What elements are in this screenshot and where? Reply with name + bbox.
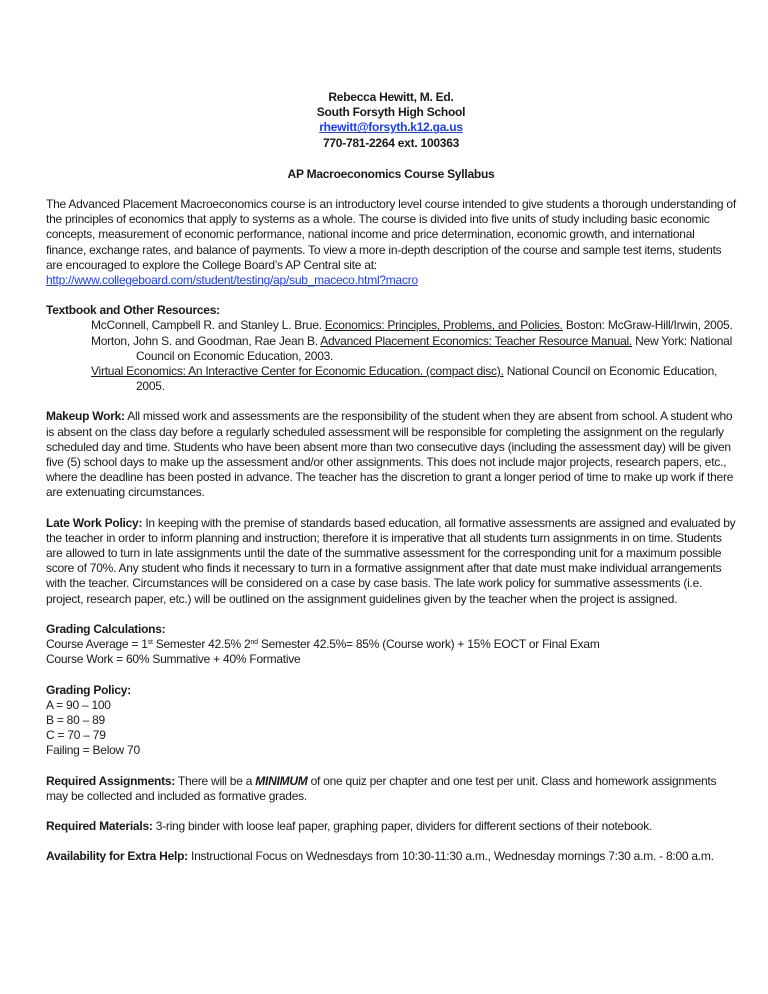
intro-text: The Advanced Placement Macroeconomics course is an introductory level course intended to give students a thorough understanding of the principles of economics that apply to systems as a whole. The course is divided into five units of study including basic economic concepts, measurement of economic performance, national income and price determination, economic growth, and international finance, exchange rates, and balance of payments. To view a more in-depth description of the course and sample test items, students are encouraged to explore the College Board’s AP Central site at:: [46, 197, 736, 272]
makeup-work-section: [46, 409, 736, 500]
syllabus-page: [46, 90, 736, 864]
grade-item: A = 90 – 100: [46, 697, 111, 712]
resource-publisher: National Council on Economic Education, 2005.: [136, 364, 718, 394]
ordinal-suffix: st: [147, 639, 153, 647]
assignments-text: There will be a: [175, 773, 256, 788]
ordinal-suffix: nd: [250, 639, 258, 647]
calc-text: Semester 42.5% 2: [152, 637, 251, 652]
school-name: South Forsyth High School: [316, 105, 466, 120]
resource-title: Virtual Economics: An Interactive Center for Economic Education. (compact disc).: [91, 364, 504, 379]
course-work-line: Course Work = 60% Summative + 40% Formative: [46, 652, 301, 667]
resource-item: [46, 334, 736, 364]
required-assignments-section: [46, 774, 736, 804]
resource-item: [46, 364, 736, 394]
required-assignments-label: Required Assignments:: [46, 773, 175, 788]
minimum-emphasis: MINIMUM: [255, 773, 308, 788]
resources-section: [46, 303, 736, 394]
late-work-label: Late Work Policy:: [46, 515, 143, 530]
grade-item: C = 70 – 79: [46, 728, 106, 743]
grade-item: B = 80 – 89: [46, 712, 105, 727]
document-title: AP Macroeconomics Course Syllabus: [287, 166, 495, 181]
resource-title: Advanced Placement Economics: Teacher Resource Manual.: [320, 333, 633, 348]
late-work-text: In keeping with the premise of standards based education, all formative assessments are assigned and evaluated by the teacher in order to inform planning and instruction; therefore it is imperative that all students turn assignments in on time. Students are allowed to turn in late assignments until the date of the summative assessment for the corresponding unit for a maximum possible score of 70%. Any student who finds it necessary to turn in a formative assignment after that date must make individual arrangements with the teacher. Circumstances will be considered on a case by case basis. The late work policy for summative assessments (i.e. project, research paper, etc.) will be outlined on the assignment guidelines given by the teacher when the project is assigned.: [46, 515, 736, 606]
resource-publisher: Boston: McGraw-Hill/Irwin, 2005.: [562, 318, 733, 333]
late-work-section: [46, 516, 736, 607]
assignments-text: of one quiz per chapter and one test per unit. Class and homework assignments may be collected and included as formative grades.: [46, 773, 717, 803]
required-materials-section: [46, 819, 736, 834]
course-average-line: [46, 637, 736, 652]
intro-paragraph: [46, 197, 736, 288]
grade-item: Failing = Below 70: [46, 743, 140, 758]
email-link[interactable]: rhewitt@forsyth.k12.ga.us: [319, 120, 463, 135]
header-block: [46, 90, 736, 151]
resource-author: Morton, John S. and Goodman, Rae Jean B.: [91, 333, 321, 348]
teacher-name: Rebecca Hewitt, M. Ed.: [328, 90, 454, 104]
calc-text: Course Average = 1: [46, 637, 148, 652]
grading-calculations-heading: Grading Calculations:: [46, 621, 166, 636]
grading-policy-section: [46, 683, 736, 759]
grading-calculations-section: [46, 622, 736, 668]
extra-help-section: [46, 849, 736, 864]
resource-item: [46, 318, 736, 333]
grading-policy-heading: Grading Policy:: [46, 682, 131, 697]
resource-author: McConnell, Campbell R. and Stanley L. Brue.: [91, 318, 325, 333]
calc-text: Semester 42.5%= 85% (Course work) + 15% EOCT or Final Exam: [257, 637, 600, 652]
makeup-work-label: Makeup Work:: [46, 409, 125, 424]
phone-number: 770-781-2264 ext. 100363: [322, 135, 460, 150]
extra-help-text: Instructional Focus on Wednesdays from 10:30-11:30 a.m., Wednesday mornings 7:30 a.m. - 8:00 a.m.: [187, 849, 714, 864]
resource-publisher: New York: National Council on Economic Education, 2003.: [136, 333, 733, 363]
extra-help-label: Availability for Extra Help:: [46, 849, 188, 864]
resource-title: Economics: Principles, Problems, and Policies.: [324, 318, 563, 333]
makeup-work-text: All missed work and assessments are the responsibility of the student when they are absent from school. A student who is absent on the class day before a regularly scheduled assessment will be responsible for completing the assignment on the regularly scheduled day and time. Students who have been absent more than two consecutive days (including the assessment day) will be given five (5) school days to make up the assessment and/or other assignments. This does not include major projects, research papers, etc., where the deadline has been posted in advance. The teacher has the discretion to grant a longer period of time to make up work if there are extenuating circumstances.: [46, 409, 734, 500]
resources-heading: Textbook and Other Resources:: [46, 303, 220, 318]
collegeboard-link[interactable]: http://www.collegeboard.com/student/testing/ap/sub_maceco.html?macro: [46, 273, 418, 288]
required-materials-text: 3-ring binder with loose leaf paper, graphing paper, dividers for different sections of their notebook.: [152, 818, 653, 833]
required-materials-label: Required Materials:: [46, 818, 153, 833]
